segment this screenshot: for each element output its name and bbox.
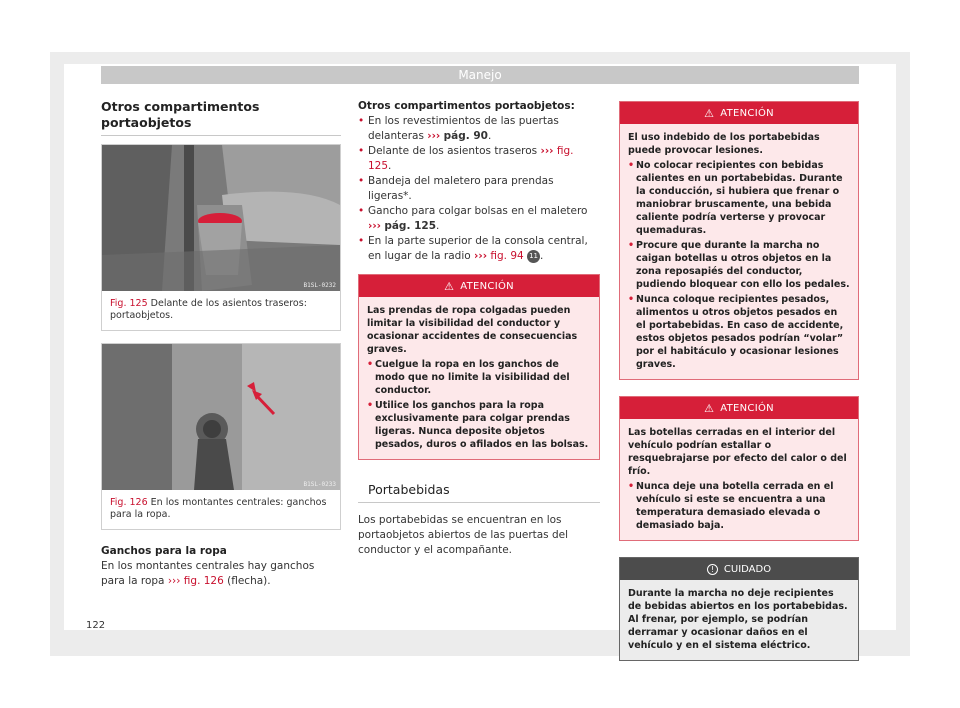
warning-header <box>359 275 599 297</box>
left-column <box>101 99 341 589</box>
page-number: 122 <box>86 620 106 631</box>
figure-link[interactable]: fig. 125 <box>368 145 574 172</box>
hooks-text <box>101 559 341 589</box>
list-title: Otros compartimentos portaobjetos: <box>358 100 575 112</box>
photo-rear-seat-storage <box>102 145 340 291</box>
warning-label: ATENCIÓN <box>460 280 514 292</box>
figure-link[interactable]: fig. 94 <box>490 250 524 262</box>
list-item <box>358 114 600 144</box>
arrow-ref: ››› <box>368 220 381 232</box>
warning-triangle-icon: ⚠ <box>704 401 715 415</box>
warning-label: ATENCIÓN <box>720 107 774 119</box>
figure-link[interactable]: fig. 126 <box>183 575 224 587</box>
figure-code: B1SL-0233 <box>303 481 336 488</box>
warning-bullet: • Procure que durante la marcha no caigan botellas u otros objetos en la zona reposapiés del conductor, pudiendo bloquear con ello los pedales. <box>628 239 850 291</box>
warning-bullet: • Utilice los ganchos para la ropa exclusivamente para colgar prendas ligeras. Nunca deposite objetos pesados, duros o afilados en las bolsas. <box>367 399 591 451</box>
item-text: En los revestimientos de las puertas delanteras <box>368 115 559 142</box>
hooks-section <box>101 544 341 589</box>
figure-caption <box>102 291 340 330</box>
item-tail: . <box>487 130 492 142</box>
hooks-text-b: (flecha). <box>227 575 271 587</box>
photo-pillar-hook <box>102 344 340 490</box>
divider <box>358 502 600 503</box>
figure-caption-text: En los montantes centrales: ganchos para la ropa. <box>110 497 327 520</box>
arrow-ref: ››› <box>427 130 441 142</box>
page-link[interactable]: pág. 125 <box>384 220 437 232</box>
warning-bullet: • No colocar recipientes con bebidas calientes en un portabebidas. Durante la conducción, si hubiera que frenar o maniobrar bruscamente, una bebida caliente podría verterse y provocar quemaduras. <box>628 159 850 237</box>
warning-intro: El uso indebido de los portabebidas puede provocar lesiones. <box>628 132 820 156</box>
figure-caption <box>102 490 340 529</box>
caution-label: CUIDADO <box>723 563 772 575</box>
warning-intro: Las prendas de ropa colgadas pueden limitar la visibilidad del conductor y ocasionar accidentes de consecuencias graves. <box>367 305 578 355</box>
warning-label: ATENCIÓN <box>720 402 774 414</box>
list-item <box>358 204 600 234</box>
item-text: Bandeja del maletero para prendas ligeras*. <box>368 175 554 202</box>
list-item <box>358 144 600 174</box>
warning-triangle-icon: ⚠ <box>704 106 715 120</box>
figure-125 <box>101 144 341 331</box>
warning-header <box>620 397 858 419</box>
running-header: Manejo <box>101 66 859 84</box>
caution-body: Durante la marcha no deje recipientes de bebidas abiertos en los portabebidas. Al frenar, por ejemplo, se podrían derramar y ocasionar daños en el vehículo y en el sistema eléctrico. <box>620 580 858 660</box>
page-link[interactable]: pág. 90 <box>443 130 488 142</box>
figure-number: Fig. 125 <box>110 298 148 309</box>
item-tail: . <box>436 220 440 232</box>
section-title-cupholders: Portabebidas <box>368 482 450 497</box>
right-column <box>619 101 859 661</box>
warning-box-bottles <box>619 396 859 541</box>
coat-hook-illustration <box>102 344 340 490</box>
item-text: Gancho para colgar bolsas en el maletero <box>368 205 588 217</box>
section-title-other-compartments: Otros compartimentos portaobjetos <box>101 99 260 130</box>
warning-triangle-icon: ⚠ <box>444 279 455 293</box>
storage-compartment-illustration <box>102 145 340 291</box>
figure-caption-text: Delante de los asientos traseros: portaobjetos. <box>110 298 307 321</box>
warning-box-cupholders <box>619 101 859 380</box>
callout-badge: 11 <box>527 250 540 263</box>
item-tail: . <box>540 250 544 262</box>
warning-header <box>620 102 858 124</box>
arrow-ref: ››› <box>540 145 554 157</box>
item-text: Delante de los asientos traseros <box>368 145 538 157</box>
warning-bullet: • Cuelgue la ropa en los ganchos de modo que no limite la visibilidad del conductor. <box>367 358 591 397</box>
item-text: En la parte superior de la consola central, en lugar de la radio <box>368 235 588 262</box>
item-tail: . <box>388 160 392 172</box>
warning-intro: Las botellas cerradas en el interior del vehículo podrían estallar o resquebrajarse por efecto del calor o del frío. <box>628 427 847 477</box>
cupholder-text: Los portabebidas se encuentran en los portaobjetos abiertos de las puertas del conductor y el acompañante. <box>358 514 569 556</box>
cupholder-section <box>358 482 600 558</box>
hooks-text-a: En los montantes centrales hay ganchos para la ropa <box>101 560 315 587</box>
warning-box-clothes <box>358 274 600 460</box>
caution-box <box>619 557 859 661</box>
figure-code: B1SL-0232 <box>303 282 336 289</box>
divider <box>101 135 341 136</box>
figure-126 <box>101 343 341 530</box>
warning-body <box>620 419 858 540</box>
figure-number: Fig. 126 <box>110 497 148 508</box>
caution-header <box>620 558 858 580</box>
warning-bullet: • Nunca coloque recipientes pesados, alimentos u otros objetos pesados en el portabebidas. En caso de accidente, estos objetos pesados podrían “volar” por el habitáculo y ocasionar lesiones graves. <box>628 293 850 371</box>
warning-body <box>359 297 599 459</box>
hooks-title: Ganchos para la ropa <box>101 545 227 557</box>
info-circle-icon: ! <box>707 564 718 575</box>
middle-column <box>358 99 600 558</box>
list-item <box>358 234 600 264</box>
warning-bullet: • Nunca deje una botella cerrada en el vehículo si este se encuentra a una temperatura demasiado elevada o demasiado baja. <box>628 480 850 532</box>
arrow-ref: ››› <box>167 575 181 587</box>
arrow-ref: ››› <box>474 250 488 262</box>
warning-body <box>620 124 858 379</box>
list-item <box>358 174 600 204</box>
